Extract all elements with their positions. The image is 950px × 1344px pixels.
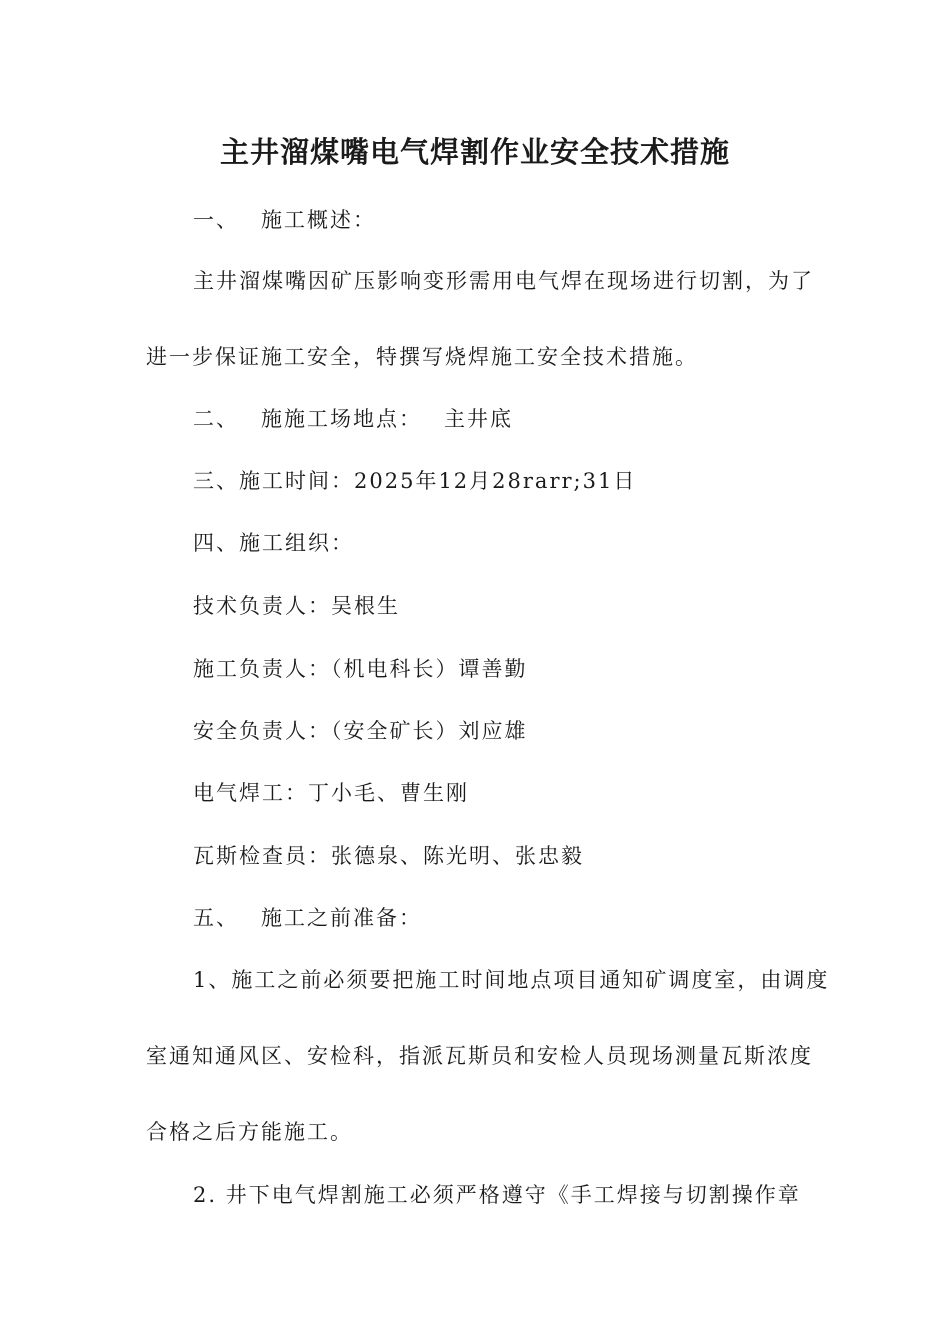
welders: 电气焊工：丁小毛、曹生刚 xyxy=(193,781,469,805)
safety-lead: 安全负责人：（安全矿长）刘应雄 xyxy=(193,719,528,743)
section-2-value: 主井底 xyxy=(444,407,513,431)
section-1-paragraph-line-1: 主井溜煤嘴因矿压影响变形需用电气焊在现场进行切割，为了 xyxy=(193,269,814,293)
construction-lead: 施工负责人：（机电科长）谭善勤 xyxy=(193,657,528,681)
item-2-line-1: 2. 井下电气焊割施工必须严格遵守《手工焊接与切割操作章 xyxy=(193,1183,801,1207)
gas-inspectors: 瓦斯检查员：张德泉、陈光明、张忠毅 xyxy=(193,844,584,868)
item-1-line-3: 合格之后方能施工。 xyxy=(146,1120,353,1144)
item-1-line-1: 1、施工之前必须要把施工时间地点项目通知矿调度室，由调度 xyxy=(193,968,830,992)
section-3-line: 三、施工时间：2025年12月28rarr;31日 xyxy=(193,469,637,493)
section-2-title: 施施工场地点： xyxy=(261,407,422,431)
section-4-heading: 四、施工组织： xyxy=(193,531,354,555)
section-5-heading xyxy=(193,903,422,933)
item-1-line-2: 室通知通风区、安检科，指派瓦斯员和安检人员现场测量瓦斯浓度 xyxy=(146,1044,813,1068)
technical-lead: 技术负责人：吴根生 xyxy=(193,594,400,618)
section-5-number: 五、 xyxy=(193,906,239,930)
section-1-paragraph-line-2: 进一步保证施工安全，特撰写烧焊施工安全技术措施。 xyxy=(146,345,698,369)
section-1-title: 施工概述： xyxy=(261,208,376,232)
section-2-heading xyxy=(193,404,513,434)
section-1-heading xyxy=(193,205,376,235)
section-2-number: 二、 xyxy=(193,407,239,431)
section-1-number: 一、 xyxy=(193,208,239,232)
document-title: 主井溜煤嘴电气焊割作业安全技术措施 xyxy=(219,135,730,169)
section-5-title: 施工之前准备： xyxy=(261,906,422,930)
